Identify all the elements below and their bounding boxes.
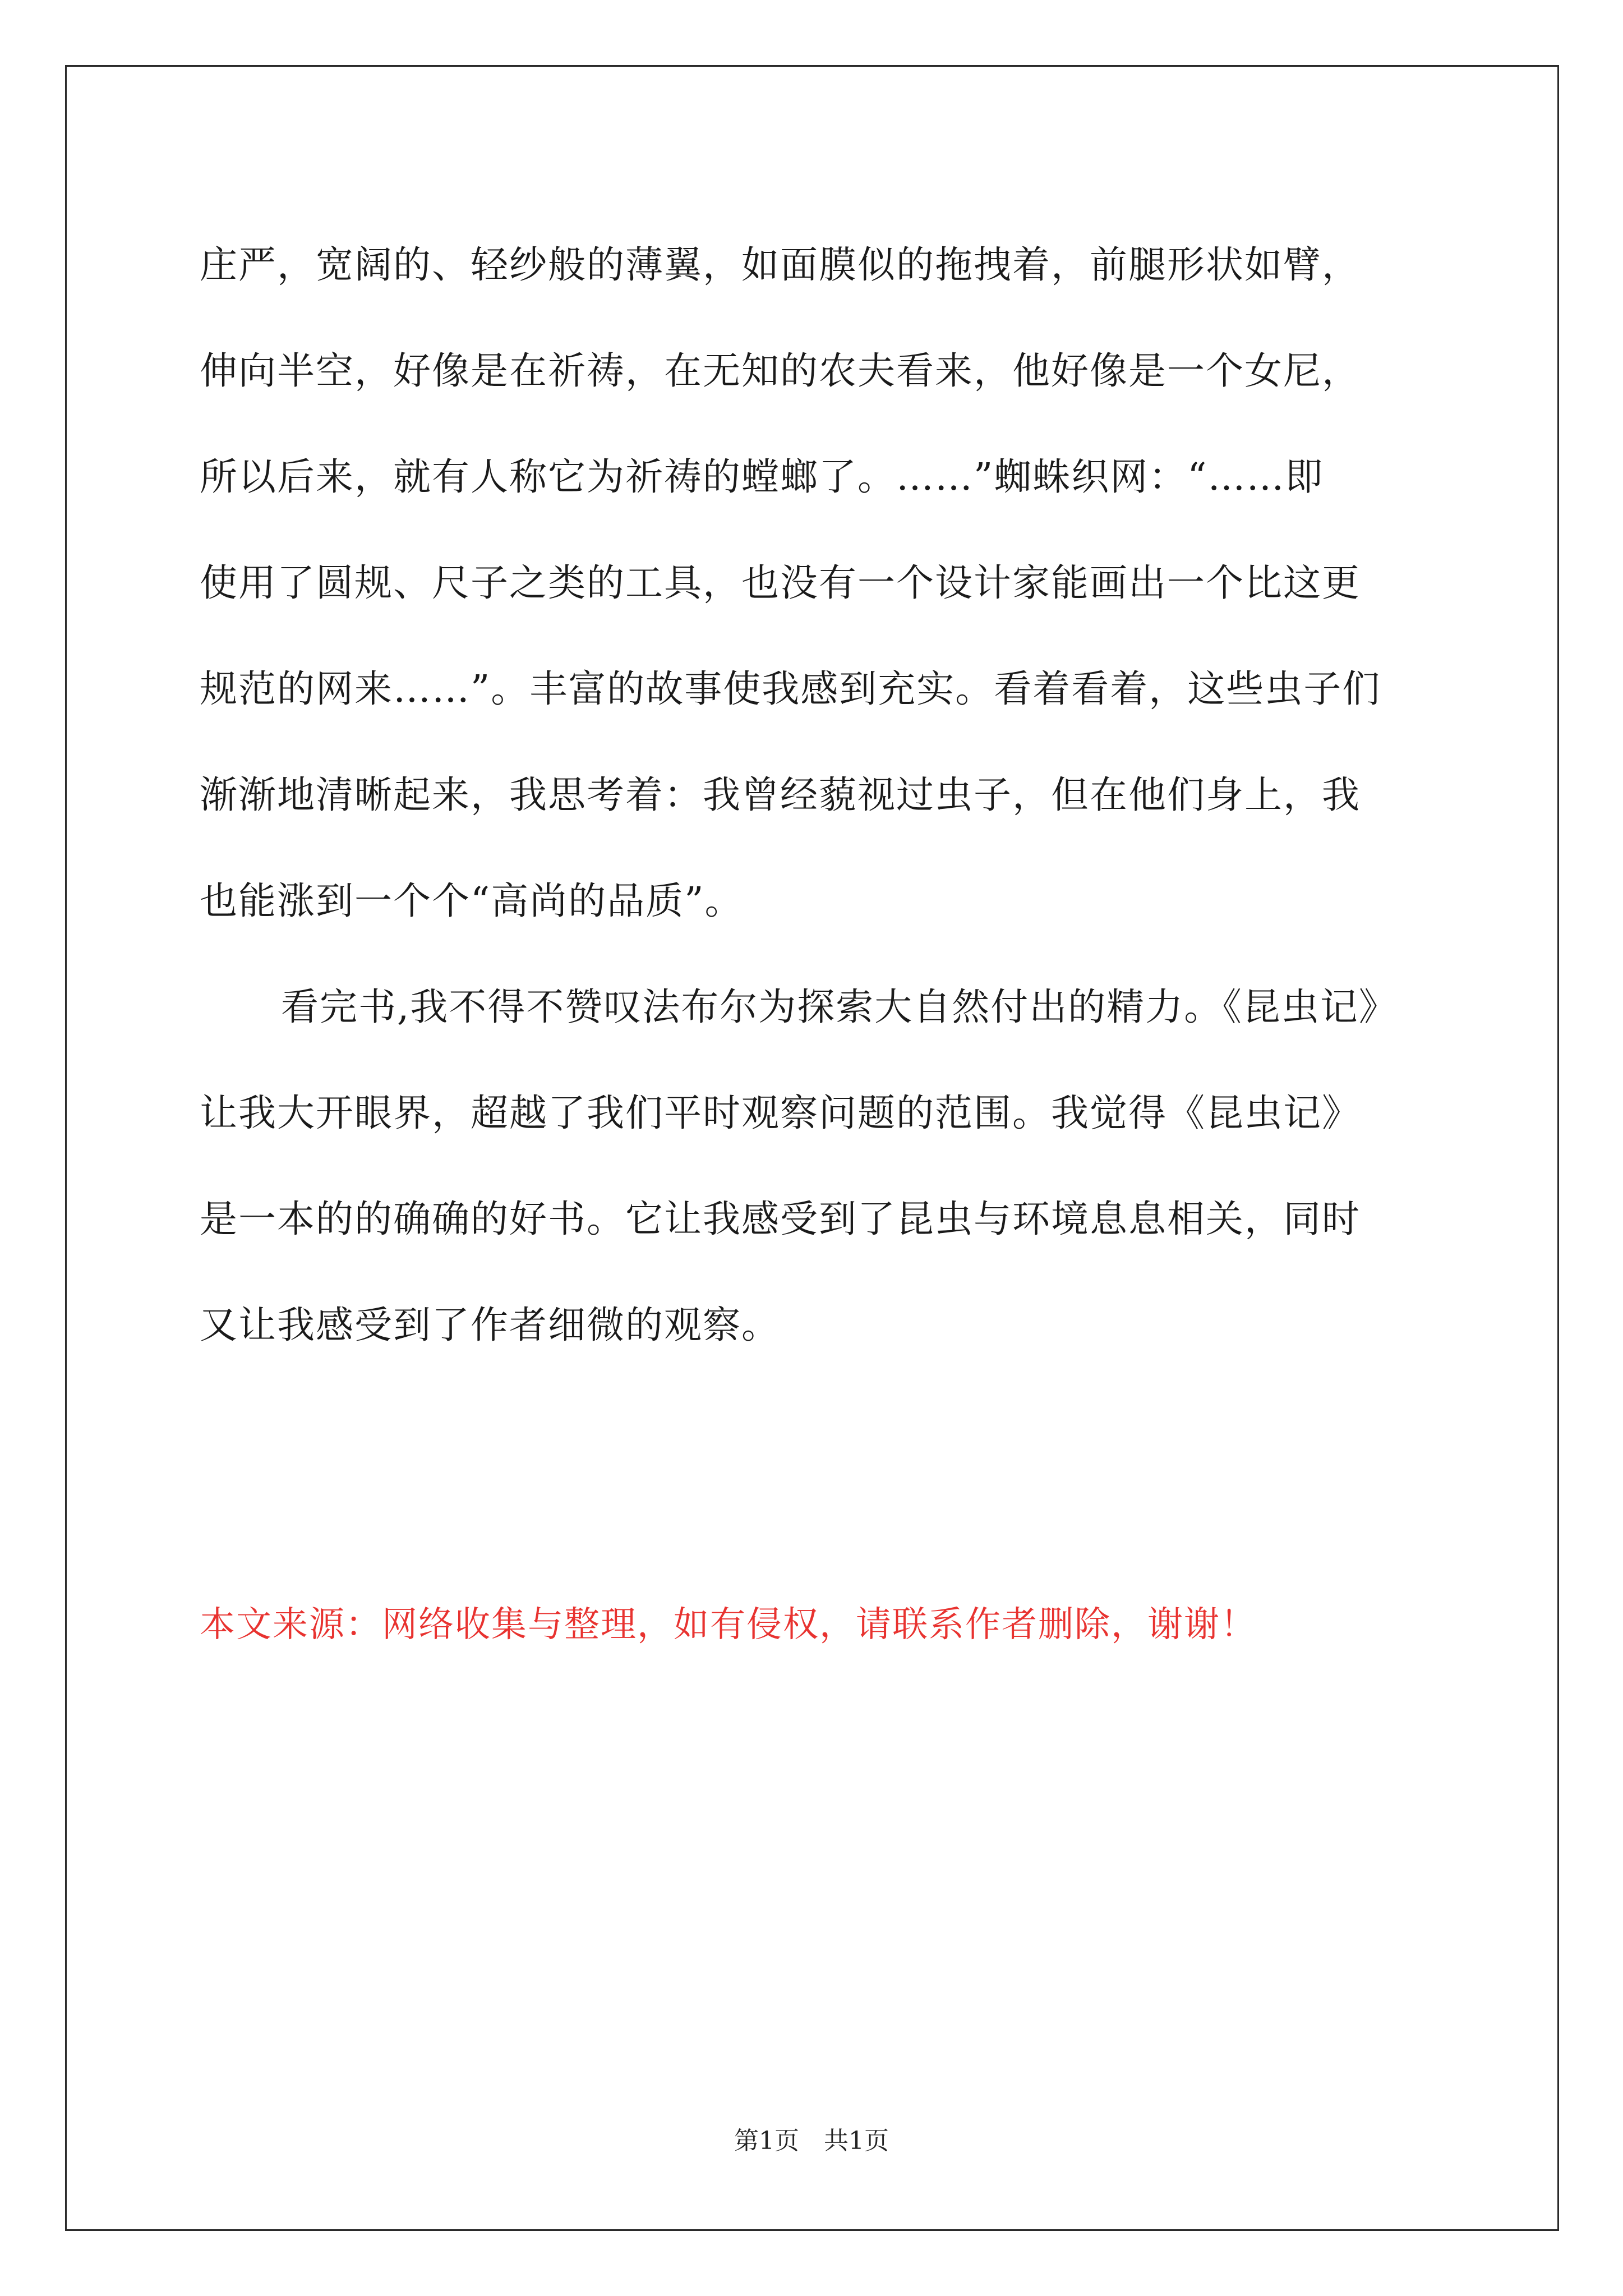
text-line: 又让我感受到了作者细微的观察。 <box>200 1303 780 1347</box>
source-disclaimer: 本文来源：网络收集与整理，如有侵权，请联系作者删除，谢谢！ <box>200 1604 1257 1645</box>
text-line: 规范的网来……”。丰富的故事使我感到充实。看着看着，这些虫子们 <box>200 667 1381 711</box>
text-line: 所以后来，就有人称它为祈祷的螳螂了。……”蜘蛛织网：“……即 <box>200 455 1324 499</box>
text-line: 庄严，宽阔的、轻纱般的薄翼，如面膜似的拖拽着，前腿形状如臂， <box>200 243 1361 287</box>
paragraph-2 <box>200 954 1433 1378</box>
document-body <box>200 212 1433 1378</box>
text-line: 是一本的的确确的好书。它让我感受到了昆虫与环境息息相关，同时 <box>200 1197 1361 1241</box>
text-line: 看完书,我不得不赞叹法布尔为探索大自然付出的精力。《昆虫记》 <box>281 985 1398 1029</box>
text-line: 使用了圆规、尺子之类的工具，也没有一个设计家能画出一个比这更 <box>200 561 1361 605</box>
paragraph-1 <box>200 212 1433 954</box>
text-line: 让我大开眼界，超越了我们平时观察问题的范围。我觉得《昆虫记》 <box>200 1091 1361 1135</box>
text-line: 伸向半空，好像是在祈祷，在无知的农夫看来，他好像是一个女尼， <box>200 349 1361 393</box>
page-number-footer: 第1页 共1页 <box>734 2127 889 2155</box>
text-line: 也能涨到一个个“高尚的品质”。 <box>200 879 744 923</box>
text-line: 渐渐地清晰起来，我思考着：我曾经藐视过虫子，但在他们身上，我 <box>200 773 1361 817</box>
